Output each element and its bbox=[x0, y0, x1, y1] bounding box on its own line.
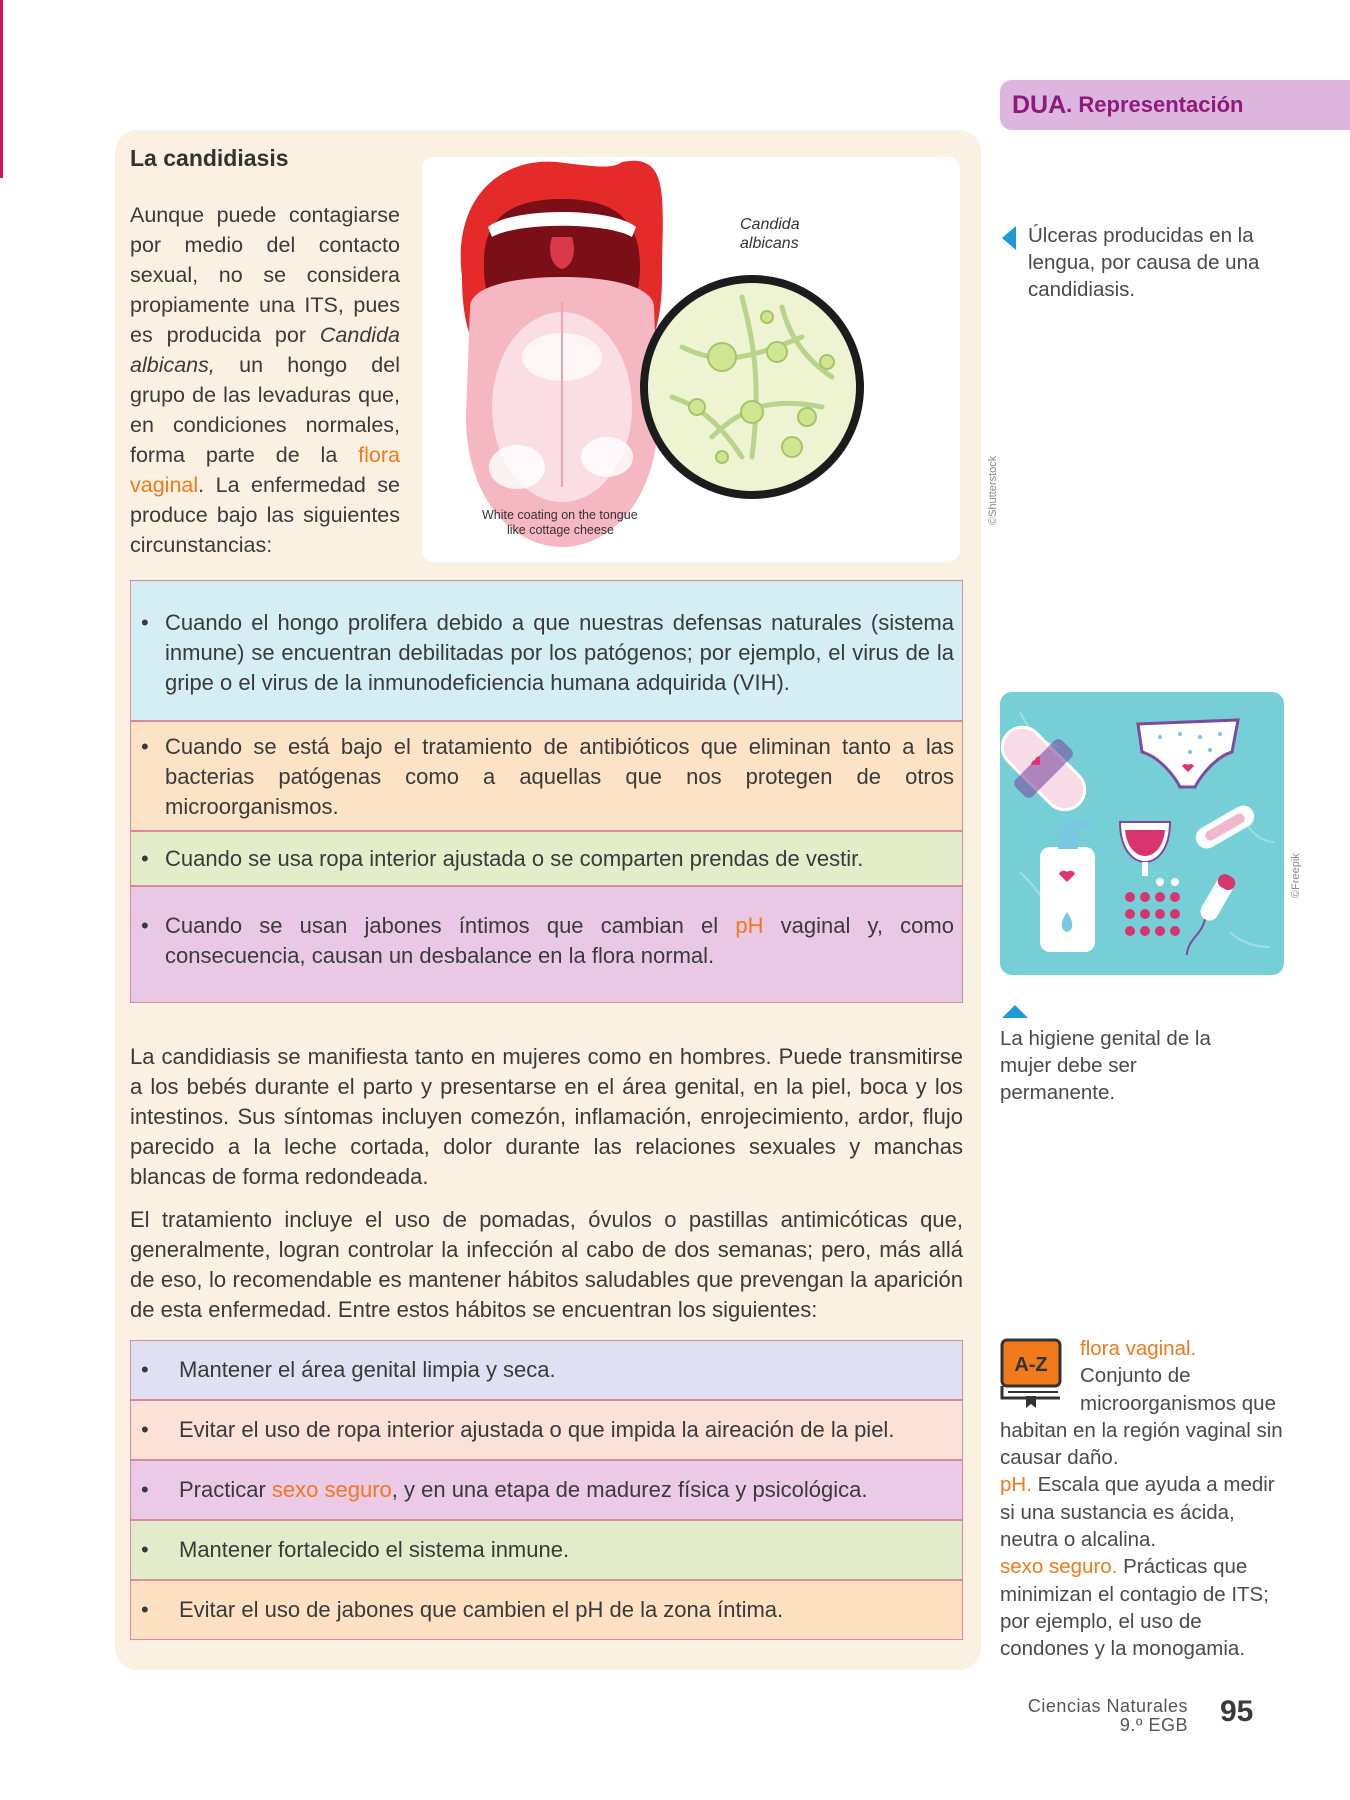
shutterstock-credit: ©Shutterstock bbox=[987, 455, 999, 525]
habit-box-1 bbox=[130, 1340, 963, 1400]
circumstance-box-4 bbox=[130, 886, 963, 1003]
candida-label-line1: Candida bbox=[740, 216, 800, 233]
footer-grade: 9.º EGB bbox=[1119, 1715, 1188, 1735]
circumstance-text-1: Cuando el hongo prolifera debido a que nuestras defensas naturales (sistema inmune) se encuentran debilitadas por los patógenos; por ejemplo, el virus de la gripe o el virus de la inmunodeficiencia humana adquirida (VIH). bbox=[165, 610, 954, 695]
circumstance-text-2: Cuando se está bajo el tratamiento de antibióticos que eliminan tanto a las bacterias patógenas como a aquellas que nos protegen de otros microorganismos. bbox=[165, 734, 954, 819]
dua-header bbox=[1000, 80, 1350, 130]
bullet-icon: • bbox=[141, 734, 149, 759]
illustration-caption-line1: White coating on the tongue bbox=[482, 508, 638, 522]
circumstance-box-3 bbox=[130, 831, 963, 886]
hygiene-illustration bbox=[1000, 692, 1284, 975]
glossary-def-continuation: habitan en la región vaginal sin causar daño. bbox=[1000, 1418, 1283, 1470]
circumstance-text-4a: Cuando se usan jabones íntimos que cambian el bbox=[165, 913, 736, 938]
dua-label: DUA bbox=[1012, 90, 1067, 119]
page-number: 95 bbox=[1220, 1695, 1254, 1728]
habit-text-3a: Practicar bbox=[179, 1477, 272, 1502]
intro-paragraph bbox=[130, 200, 400, 560]
circumstance-text-4b: vaginal y, como consecuencia, causan un desbalance en la flora normal. bbox=[165, 913, 954, 968]
glossary-term-label: flora vaginal. bbox=[1080, 1337, 1197, 1360]
circumstance-text-3: Cuando se usa ropa interior ajustada o se comparten prendas de vestir. bbox=[165, 846, 864, 871]
glossary-term-flora-vaginal[interactable]: flora vaginal bbox=[130, 443, 400, 497]
glossary-entry-sexo-seguro bbox=[1000, 1553, 1285, 1662]
pointer-left-icon bbox=[1002, 226, 1016, 250]
bullet-icon: • bbox=[141, 1417, 149, 1442]
habit-text-3b: , y en una etapa de madurez física y psicológica. bbox=[391, 1477, 868, 1502]
pointer-up-icon bbox=[1002, 1005, 1028, 1018]
bullet-icon: • bbox=[141, 1357, 149, 1382]
glossary-def-text: Conjunto de bbox=[1080, 1364, 1191, 1388]
symptoms-paragraph: La candidiasis se manifiesta tanto en mujeres como en hombres. Puede transmitirse a los bebés durante el parto y presentarse en el área genital, en la piel, boca y los intestinos. Sus síntomas incluyen comezón, inflamación, enrojecimiento, ardor, flujo parecido a la leche cortada, dolor durante las relaciones sexuales y manchas blancas de forma redondeada. bbox=[130, 1044, 963, 1189]
footer-subject-name: Ciencias Naturales bbox=[1027, 1696, 1188, 1716]
freepik-credit: ©Freepik bbox=[1290, 853, 1302, 898]
bullet-icon: • bbox=[141, 846, 149, 871]
habit-text-3 bbox=[179, 1475, 868, 1505]
habit-box-5 bbox=[130, 1580, 963, 1640]
candidiasis-illustration bbox=[422, 157, 960, 562]
glossary-def-text: microorganismos que bbox=[1080, 1391, 1276, 1415]
glossary-entry-flora-vaginal bbox=[1080, 1335, 1285, 1417]
glossary bbox=[1000, 1335, 1285, 1663]
habit-text-4: Mantener fortalecido el sistema inmune. bbox=[179, 1537, 570, 1562]
treatment-paragraph: El tratamiento incluye el uso de pomadas, óvulos o pastillas antimicóticas que, generalmente, logran controlar la infección al cabo de dos semanas; pero, más allá de eso, lo recomendable es mantener hábitos saludables que prevengan la aparición de esta enfermedad. Entre estos hábitos se encuentran los siguientes: bbox=[130, 1207, 963, 1322]
glossary-term-ph[interactable]: pH bbox=[735, 913, 764, 938]
hygiene-caption: La higiene genital de la mujer debe ser permanente. bbox=[1000, 1027, 1211, 1104]
glossary-term-sexo-seguro[interactable]: sexo seguro bbox=[271, 1477, 392, 1502]
candida-label-line2: albicans bbox=[740, 235, 799, 252]
intro-text-2: un hongo del grupo de las levaduras que, en condiciones normales, forma parte de la bbox=[130, 353, 400, 467]
circumstance-box-2 bbox=[130, 721, 963, 831]
habit-box-3 bbox=[130, 1460, 963, 1520]
habit-text-1: Mantener el área genital limpia y seca. bbox=[179, 1357, 556, 1382]
glossary-def-text: Prácticas que minimizan el contagio de ITS; por ejemplo, el uso de condones y la monogamia. bbox=[1000, 1555, 1269, 1661]
habit-text-5: Evitar el uso de jabones que cambien el pH de la zona íntima. bbox=[179, 1597, 784, 1622]
glossary-entry-ph bbox=[1000, 1471, 1285, 1553]
tongue-caption: Úlceras producidas en la lengua, por causa de una candidiasis. bbox=[1028, 224, 1260, 301]
section-title: La candidiasis bbox=[130, 145, 289, 171]
bullet-icon: • bbox=[141, 610, 149, 635]
circumstance-text-4 bbox=[165, 911, 954, 971]
circumstance-box-1 bbox=[130, 580, 963, 721]
bullet-icon: • bbox=[141, 1597, 149, 1622]
glossary-term-label: pH. bbox=[1000, 1473, 1032, 1497]
habit-box-2 bbox=[130, 1400, 963, 1460]
glossary-term-label: sexo seguro. bbox=[1000, 1555, 1118, 1579]
illustration-caption-line2: like cottage cheese bbox=[507, 523, 615, 537]
dua-subtitle: . Representación bbox=[1066, 92, 1244, 117]
footer-subject bbox=[1000, 1697, 1188, 1735]
habit-box-4 bbox=[130, 1520, 963, 1580]
glossary-def-text: Escala que ayuda a medir si una sustancia es ácida, neutra o alcalina. bbox=[1000, 1473, 1275, 1552]
intro-text-1: Aunque puede contagiarse por medio del contacto sexual, no se considera propiamente una ITS, pues es producida por bbox=[130, 203, 400, 347]
glossary-icon-label: A-Z bbox=[1014, 1354, 1048, 1376]
bullet-icon: • bbox=[141, 913, 149, 938]
intro-text-3: . La enfermedad se produce bajo las siguientes circunstancias: bbox=[130, 473, 400, 557]
bullet-icon: • bbox=[141, 1537, 149, 1562]
intro-species-name: Candida albicans, bbox=[130, 323, 400, 377]
habit-text-2: Evitar el uso de ropa interior ajustada o que impida la aireación de la piel. bbox=[179, 1417, 895, 1442]
page-edge-marker bbox=[0, 0, 3, 178]
bullet-icon: • bbox=[141, 1477, 149, 1502]
